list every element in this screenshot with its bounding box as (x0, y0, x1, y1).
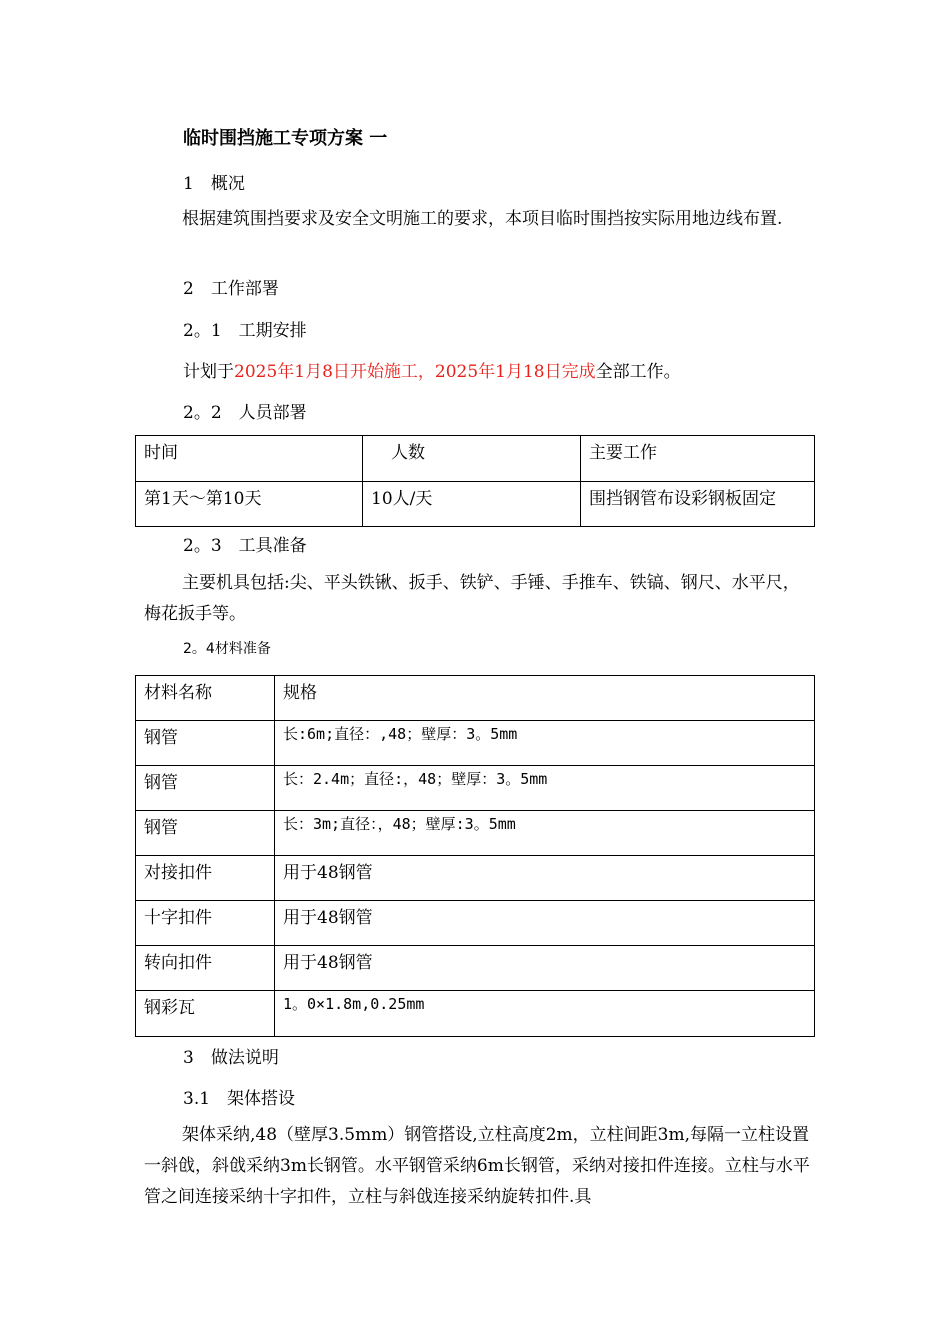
table-row (136, 856, 815, 901)
staff-table (135, 435, 815, 527)
table-row (136, 482, 815, 527)
table-header-row (136, 676, 815, 721)
table-cell: 长:6m;直径：,48；壁厚：3。5mm (275, 721, 815, 766)
table-cell: 钢彩瓦 (136, 991, 275, 1037)
table-cell: 用于48钢管 (275, 946, 815, 991)
section-2-3-heading: 2。3 工具准备 (183, 536, 307, 556)
section-2-2-heading: 2。2 人员部署 (183, 403, 307, 423)
table-row (136, 901, 815, 946)
table-row (136, 946, 815, 991)
section-3-1-heading: 3.1 架体搭设 (183, 1089, 296, 1109)
materials-table (135, 675, 815, 1037)
table-cell: 钢管 (136, 766, 275, 811)
schedule-text-before: 计划于 (183, 362, 234, 382)
section-1-heading: 1 概况 (183, 174, 245, 194)
table-row (136, 991, 815, 1037)
document-title: 临时围挡施工专项方案 一 (183, 128, 388, 149)
table-row (136, 721, 815, 766)
schedule-sentence (183, 357, 681, 382)
table-cell: 钢管 (136, 811, 275, 856)
section-3-heading: 3 做法说明 (183, 1048, 279, 1068)
table-cell: 钢管 (136, 721, 275, 766)
section-2-1-heading: 2。1 工期安排 (183, 321, 307, 341)
table-cell: 10人/天 (363, 482, 581, 527)
table-header-cell: 材料名称 (136, 676, 275, 721)
section-3-1-paragraph: 架体采纳,48（壁厚3.5mm）钢管搭设,立柱高度2m，立柱间距3m,每隔一立柱设置一斜戗，斜戗采纳3m长钢管。水平钢管采纳6m长钢管，采纳对接扣件连接。立柱与水平管之间连接采纳十字扣件，立柱与斜戗连接采纳旋转扣件.具 (144, 1125, 810, 1207)
table-cell: 用于48钢管 (275, 901, 815, 946)
table-cell: 第1天～第10天 (136, 482, 363, 527)
table-header-cell: 主要工作 (581, 436, 815, 482)
table-row (136, 811, 815, 856)
table-cell: 围挡钢管布设彩钢板固定 (581, 482, 815, 527)
table-cell: 对接扣件 (136, 856, 275, 901)
table-header-row (136, 436, 815, 482)
section-2-heading: 2 工作部署 (183, 279, 279, 299)
table-cell: 长：2.4m；直径:，48；壁厚：3。5mm (275, 766, 815, 811)
section-1-paragraph: 根据建筑围挡要求及安全文明施工的要求，本项目临时围挡按实际用地边线布置. (182, 209, 783, 229)
table-header-cell: 时间 (136, 436, 363, 482)
table-cell: 十字扣件 (136, 901, 275, 946)
section-2-4-heading: 2。4材料准备 (183, 641, 271, 657)
section-2-3-paragraph: 主要机具包括:尖、平头铁锹、扳手、铁铲、手锤、手推车、铁镐、钢尺、水平尺，梅花扳手等。 (144, 573, 800, 624)
table-cell: 用于48钢管 (275, 856, 815, 901)
table-cell: 长：3m;直径：，48；壁厚:3。5mm (275, 811, 815, 856)
table-cell: 转向扣件 (136, 946, 275, 991)
table-header-cell: 规格 (275, 676, 815, 721)
table-cell: 1。0×1.8m,0.25mm (275, 991, 815, 1037)
schedule-dates: 2025年1月8日开始施工，2025年1月18日完成 (234, 362, 596, 382)
table-row (136, 766, 815, 811)
table-header-cell: 人数 (363, 436, 581, 482)
schedule-text-after: 全部工作。 (595, 362, 681, 382)
